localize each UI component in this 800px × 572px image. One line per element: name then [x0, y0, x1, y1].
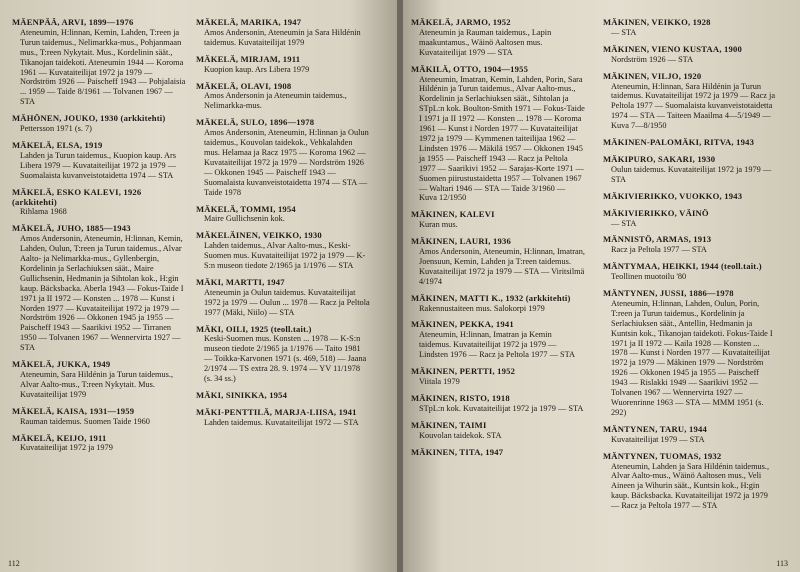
- artist-name: MÄKINEN, PERTTI, 1952: [411, 366, 516, 377]
- artist-references: Amos Andersonin, Ateneumin, H:linnan, Imatran, Joensuun, Kemin, Lahden ja T:reen taidemus. Kuvataiteilijat 1972 ja 1979 — STA — Viritsilmä 4/1974: [419, 247, 585, 286]
- artist-references: Amos Andersonin, Ateneumin ja Sara Hildénin taidemus. Kuvataiteilijat 1979: [204, 27, 361, 47]
- artist-name: MÄKINEN, PEKKA, 1941: [411, 319, 514, 330]
- artist-references: Ateneumin, H:linnan, Imatran ja Kemin taidemus. Kuvataiteilijat 1972 ja 1979 — Lindsten 1976 — Racz ja Peltola 1977 — STA: [419, 330, 576, 360]
- artist-name: MÄKI, MARTTI, 1947: [196, 276, 285, 287]
- artist-entry: [411, 448, 585, 458]
- artist-entry: [603, 262, 777, 282]
- artist-references: Rihlama 1968: [20, 207, 67, 217]
- artist-entry: [603, 235, 777, 255]
- artist-name: MÄKINEN, KALEVI: [411, 209, 495, 220]
- artist-entry: [411, 210, 585, 230]
- artist-entry: [411, 65, 585, 204]
- artist-entry: [12, 141, 186, 181]
- artist-name: MÄKILÄ, OTTO, 1904—1955: [411, 63, 529, 74]
- artist-entry: [12, 18, 186, 107]
- artist-entry: [12, 114, 186, 134]
- artist-references: Nordström 1926 — STA: [611, 54, 694, 64]
- artist-entry: [603, 289, 777, 418]
- artist-entry: [603, 138, 777, 148]
- artist-name: MÄNTYNEN, JUSSI, 1886—1978: [603, 288, 734, 299]
- artist-entry: [603, 18, 777, 38]
- artist-entry: [196, 82, 370, 112]
- artist-references: Kuran mus.: [419, 220, 458, 230]
- artist-references: Ateneumin, H:linnan, Kemin, Lahden, T:reen ja Turun taidemus., Nelimarkka-mus., Pohjanmaan mus., T:reen Nykytait. Mus., Kordelinin säät., Tikanojan taidekoti. Ateneumin 1944 — Koroma 1961 — Kuvataiteilijat 1972 ja 1979 — Nordström 1926 — Paischeff 1943 — Pohjalaisia ... 1959 — Taide 8/1961 — Tolvanen 1967 — STA: [20, 27, 186, 107]
- artist-name: MÄKELÄ, MIRJAM, 1911: [196, 53, 301, 64]
- artist-references: — STA: [611, 218, 637, 228]
- artist-entry: [603, 425, 777, 445]
- artist-references: Amos Andersonin, Ateneumin, H:linnan, Kemin, Lahden, Oulun, T:reen ja Turun taidemus., Alvar Aalto- ja Nelimarkka-mus., Gyllenbergin, Kordelinin ja Serlachiuksen säät., Maire Gullichsenin, Hedmanin ja Sihtolan kok., H:gin kaup. Bäcksbacka. Aberla 1943 — Fokus-Taide I 1971 ja II 1972 — Konsten ... 1978 — Kunst i Norden 1977 — Kuvataiteilijat 1972 ja 1979 — Nordström 1926 — Okkonen 1945 ja 1955 — Paischeff 1943 — Saarikivi 1952 — Tirranen 1950 — Tolvanen 1967 — Wennervirta 1927 — STA: [20, 234, 184, 353]
- artist-references: Lahden taidemus. Kuvataiteilijat 1972 — STA: [204, 417, 359, 427]
- artist-name: MÄKINEN, MATTI K., 1932 (arkkitehti): [411, 292, 571, 303]
- artist-entry: [411, 18, 585, 58]
- artist-entry: [12, 188, 186, 218]
- artist-name: MÄNTYNEN, TARU, 1944: [603, 423, 707, 434]
- artist-entry: [196, 278, 370, 318]
- artist-entry: [603, 192, 777, 202]
- artist-entry: [12, 434, 186, 454]
- artist-name: MÄKELÄ, JUKKA, 1949: [12, 359, 111, 370]
- artist-name: MÄKINEN, VILJO, 1920: [603, 70, 702, 81]
- artist-references: Lahden ja Turun taidemus., Kuopion kaup. Ars Libera 1979 — Kuvataiteilijat 1972 ja 1979 — Suomalaista kuvanveistotaidetta 1974 — STA: [20, 150, 177, 180]
- artist-name: MÄNTYMAA, HEIKKI, 1944 (teoll.tait.): [603, 261, 762, 272]
- artist-references: Kouvolan taidekok. STA: [419, 430, 502, 440]
- artist-entry: [12, 407, 186, 427]
- artist-name: MÄKELÄINEN, VEIKKO, 1930: [196, 230, 322, 241]
- artist-entry: [411, 237, 585, 287]
- artist-name: MÄKELÄ, JUHO, 1885—1943: [12, 223, 131, 234]
- artist-references: STpL:n kok. Kuvataiteilijat 1972 ja 1979 — STA: [419, 403, 584, 413]
- artist-references: Ateneumin, H:linnan, Lahden, Oulun, Porin, T:reen ja Turun taidemus., Kordelinin ja Serlachiuksen säät., Antellin, Hedmanin ja Kuntsin kok., Tikanojan taidekoti. Fokus-Taide I 1971 ja II 1972 — Kaila 1928 — Konsten ... 1978 — Kunst i Norden 1977 — Kuvataiteilijat 1972 ja 1979 — Mäkinen 1979 — Nordström 1926 — Okkonen 1945 ja 1955 — Paischeff 1943 — Rislakki 1949 — Saarikivi 1952 — Tolvanen 1967 — Wennervirta 1927 — Wuorenrinne 1963 — STA — MMM 1951 (s. 292): [611, 298, 773, 417]
- artist-references: Ateneumin ja Oulun taidemus. Kuvataiteilijat 1972 ja 1979 — Oulun ... 1978 — Racz ja Peltola 1977 (Mäki, Niilo) — STA: [204, 287, 370, 317]
- artist-references: Ateneumin ja Rauman taidemus., Lapin maakuntamus., Wäinö Aaltosen mus. Kuvataiteilijat 1979 — STA: [419, 27, 552, 57]
- artist-name: MÄKELÄ, KEIJO, 1911: [12, 432, 107, 443]
- artist-name: MÄKINEN, TITA, 1947: [411, 446, 504, 457]
- artist-references: — STA: [611, 27, 637, 37]
- artist-name: MÄKELÄ, KAISA, 1931—1959: [12, 405, 135, 416]
- artist-name: MÄKELÄ, SULO, 1896—1978: [196, 117, 315, 128]
- artist-name: MÄKINEN, LAURI, 1936: [411, 236, 511, 247]
- artist-entry: [603, 155, 777, 185]
- right-column-2: [603, 18, 777, 558]
- artist-references: Kuopion kaup. Ars Libera 1979: [204, 64, 310, 74]
- artist-name: MÄKINEN, TAIMI: [411, 419, 487, 430]
- artist-name: MÄKINEN, VIENO KUSTAA, 1900: [603, 43, 743, 54]
- artist-references: Ateneumin, Sara Hildénin ja Turun taidemus., Alvar Aalto-mus., T:reen Nykytait. Mus. Kuvataiteilijat 1979: [20, 370, 174, 399]
- artist-name: MÄKINEN-PALOMÄKI, RITVA, 1943: [603, 137, 755, 148]
- artist-entry: [411, 367, 585, 387]
- artist-entry: [603, 45, 777, 65]
- artist-name: MÄKELÄ, MARIKA, 1947: [196, 18, 302, 27]
- left-page: [0, 0, 397, 572]
- artist-references: Ateneumin, H:linnan, Sara Hildénin ja Turun taidemus. Kuvataiteilijat 1972 ja 1979 — Racz ja Peltola 1977 — Suomalaista kuvanveistotaidetta 1974 — STA — Taiteen Maailma 4—5/1949 — Kuva 7—8/1950: [611, 81, 776, 131]
- artist-references: Lahden taidemus., Alvar Aalto-mus., Keski-Suomen mus. Kuvataiteilijat 1972 ja 1979 — K-S:n museon tiedote 2/1965 ja 1/1976 — STA: [204, 241, 366, 271]
- artist-references: Rakennustaiteen mus. Salokorpi 1979: [419, 303, 545, 313]
- artist-entry: [411, 421, 585, 441]
- artist-name: MÄKI-PENTTILÄ, MARJA-LIISA, 1941: [196, 406, 357, 417]
- artist-references: Teollinen muotoilu '80: [611, 272, 687, 282]
- artist-entry: [196, 325, 370, 384]
- right-page: [403, 0, 800, 572]
- artist-entry: [196, 18, 370, 48]
- artist-entry: [411, 320, 585, 360]
- artist-references: Kuvataiteilijat 1972 ja 1979: [20, 443, 113, 453]
- artist-name: MÄKI, OILI, 1925 (teoll.tait.): [196, 323, 312, 334]
- artist-name: MÄKIPURO, SAKARI, 1930: [603, 153, 716, 164]
- artist-name: MÄKINEN, RISTO, 1918: [411, 392, 510, 403]
- artist-references: Oulun taidemus. Kuvataiteilijat 1972 ja 1979 — STA: [611, 164, 772, 184]
- left-column-2: [196, 18, 370, 558]
- artist-entry: [411, 394, 585, 414]
- artist-references: Ateneumin, Imatran, Kemin, Lahden, Porin, Sara Hildénin ja Turun taidemus., Alvar Aalto-mus., Kordelinin ja Serlachiuksen säät., Sihtolan ja STpL:n kok. Boulton-Smith 1971 — Fokus-Taide I 1971 ja II 1972 — Konsten ... 1978 — Koroma 1961 — Kunst i Norden 1977 — Kuvataiteilijat 1972 ja 1979 — Kymmenen taiteilijaa 1962 — Lindsten 1976 — Mäkilä 1957 — Okkonen 1945 ja 1955 — Paischeff 1943 — Racz ja Peltola 1977 — Saarikivi 1952 — Sarajas-Korte 1971 — Suomen piirustustaidetta 1957 — Tolvanen 1967 — Waltari 1946 — STA — Taide 3/1960 — Kuva 12/1950: [419, 74, 585, 203]
- artist-entry: [12, 224, 186, 353]
- artist-name: MÄKELÄ, ESKO KALEVI, 1926 (arkkitehti): [12, 186, 142, 207]
- artist-name: MÄKIVIERIKKO, VUOKKO, 1943: [603, 190, 743, 201]
- artist-name: MÄNTYNEN, TUOMAS, 1932: [603, 450, 722, 461]
- artist-entry: [196, 118, 370, 197]
- artist-entry: [12, 360, 186, 400]
- artist-name: MÄKI, SINIKKA, 1954: [196, 390, 288, 400]
- left-column-1: [12, 18, 186, 558]
- artist-references: Amos Andersonin, Ateneumin, H:linnan ja Oulun taidemus., Kouvolan taidekok., Vehkalahden mus. Helamaa ja Racz 1975 — Koroma 1962 — Kuvataiteilijat 1972 ja 1979 — Nordström 1926 — Okkonen 1945 — Paischeff 1943 — Suomalaista kuvanveistotaidetta 1974 — STA — Taide 1978: [204, 128, 369, 197]
- artist-name: MÄENPÄÄ, ARVI, 1899—1976: [12, 18, 134, 27]
- artist-name: MÄKIVIERIKKO, VÄINÖ: [603, 207, 709, 218]
- artist-entry: [196, 55, 370, 75]
- artist-entry: [603, 72, 777, 131]
- artist-references: Amos Andersonin ja Ateneumin taidemus., Nelimarkka-mus.: [204, 91, 347, 111]
- page-number-left: 112: [8, 559, 20, 568]
- artist-name: MÄKELÄ, TOMMI, 1954: [196, 203, 296, 214]
- artist-entry: [196, 231, 370, 271]
- right-column-1: [411, 18, 585, 558]
- artist-entry: [411, 294, 585, 314]
- artist-entry: [196, 391, 370, 401]
- artist-name: MÄNNISTÖ, ARMAS, 1913: [603, 234, 712, 245]
- artist-entry: [196, 408, 370, 428]
- artist-name: MÄKELÄ, ELSA, 1919: [12, 139, 103, 150]
- artist-entry: [603, 452, 777, 511]
- artist-entry: [603, 209, 777, 229]
- artist-entry: [196, 205, 370, 225]
- artist-references: Maire Gullichsenin kok.: [204, 214, 285, 224]
- artist-name: MÄKELÄ, JARMO, 1952: [411, 18, 511, 27]
- artist-references: Racz ja Peltola 1977 — STA: [611, 245, 707, 255]
- artist-name: MÄKINEN, VEIKKO, 1928: [603, 18, 711, 27]
- artist-references: Pettersson 1971 (s. 7): [20, 124, 92, 134]
- artist-name: MÄKELÄ, OLAVI, 1908: [196, 80, 292, 91]
- page-number-right: 113: [776, 559, 788, 568]
- artist-references: Rauman taidemus. Suomen Taide 1960: [20, 416, 150, 426]
- artist-references: Keski-Suomen mus. Konsten ... 1978 — K-S:n museon tiedote 2/1965 ja 1/1976 — Taito 1981 — Toikka-Karvonen 1971 (s. 469, 518) — Jaana 2/1974 — TS extra 28. 9. 1974 — YV 11/1978 (s. 34 ss.): [204, 334, 367, 384]
- artist-references: Kuvataiteilijat 1979 — STA: [611, 434, 705, 444]
- artist-references: Viitala 1979: [419, 377, 460, 386]
- artist-name: MÄHÖNEN, JOUKO, 1930 (arkkitehti): [12, 113, 166, 124]
- artist-references: Ateneumin, Lahden ja Sara Hildénin taidemus., Alvar Aalto-mus., Wäinö Aaltosen mus., Veli Aineen ja Wihurin säät., Kuntsin kok., H:gin kaup. Bäcksbacka. Kuvataiteilijat 1972 ja 1979 — Racz ja Peltola 1977 — STA: [611, 461, 770, 511]
